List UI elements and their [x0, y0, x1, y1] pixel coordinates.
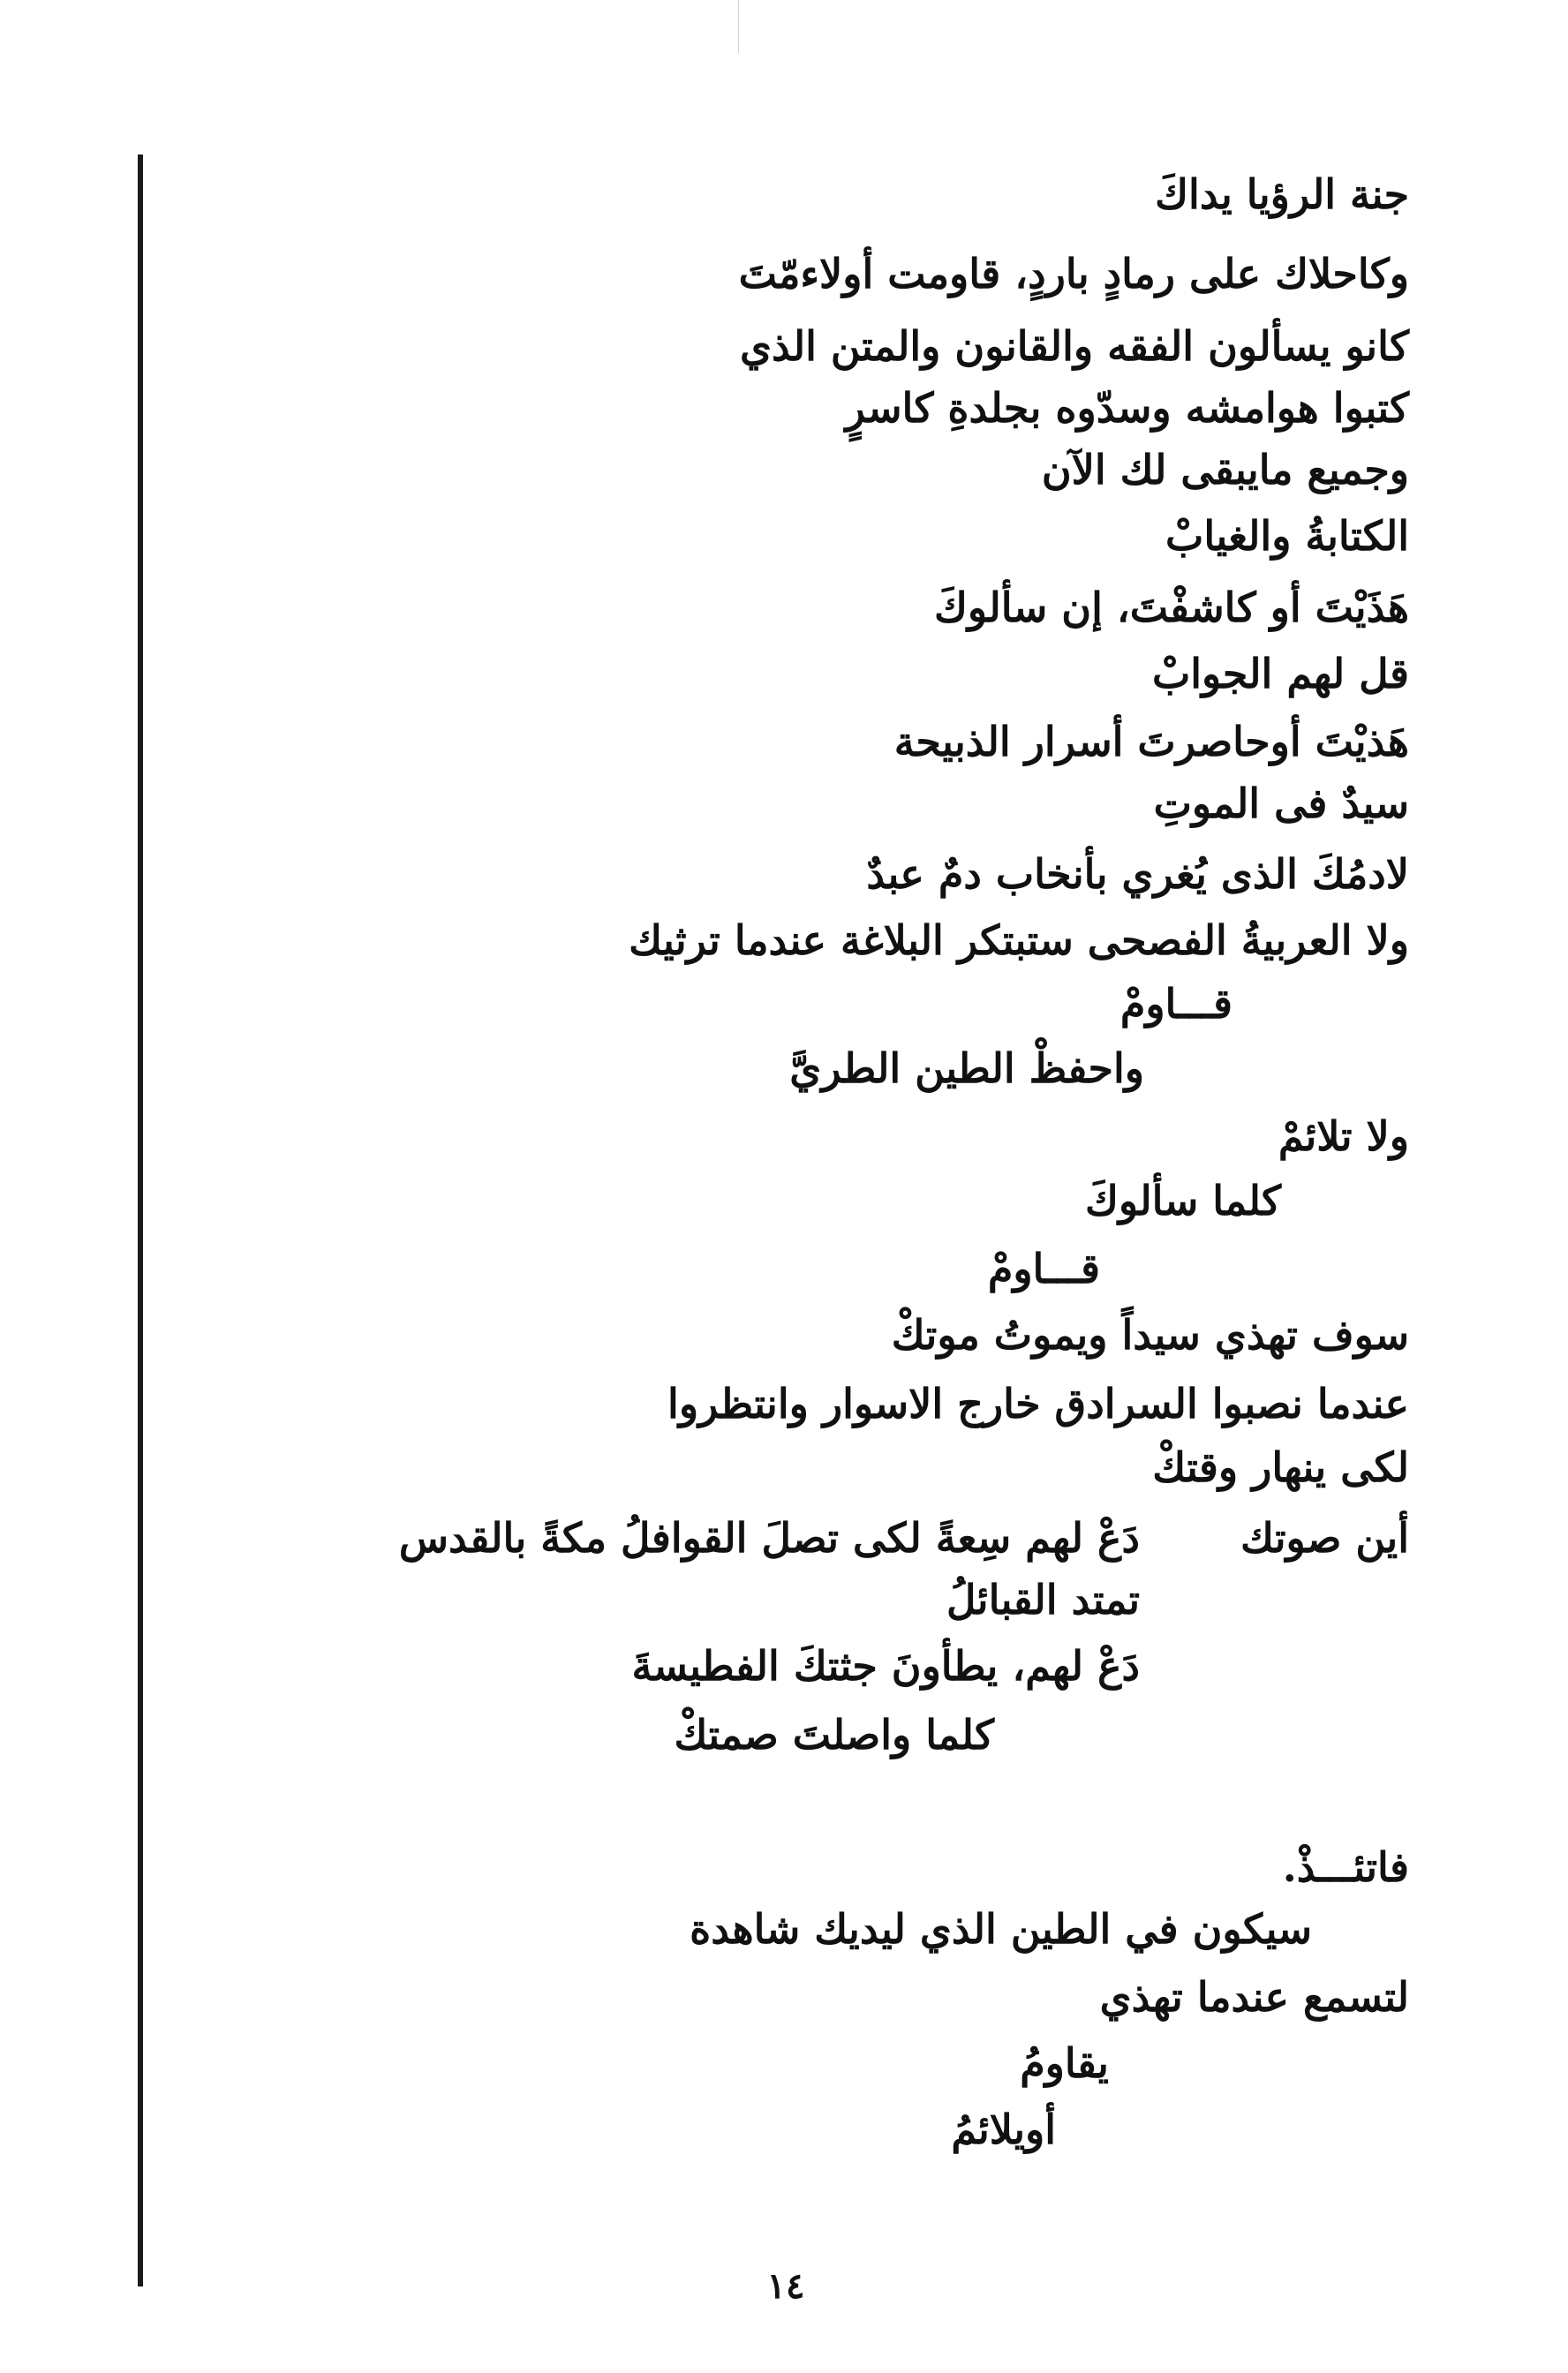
- poem-line: كلما واصلتَ صمتكْ: [674, 1711, 994, 1759]
- poem-line: عندما نصبوا السرادق خارج الاسوار وانتظروا: [667, 1380, 1409, 1428]
- poem-line: لادمُكَ الذى يُغري بأنخاب دمٌ عبدٌ: [866, 850, 1409, 898]
- poem-line: هَذَيْتَ أو كاشفْتَ، إن سألوكَ: [934, 584, 1409, 631]
- poem-line: سوف تهذي سيداً ويموتُ موتكْ: [891, 1311, 1409, 1359]
- margin-rule: [138, 154, 143, 2286]
- poem-line: دَعْ لهم سِعةً لكى تصلَ القوافلُ مكةً بالقدس: [398, 1514, 1140, 1562]
- poem-line: فاتئـــذْ.: [1282, 1843, 1409, 1891]
- poem-line: دَعْ لهم، يطأونَ جثتكَ الفطيسةَ: [631, 1642, 1140, 1690]
- poem-line: أويلائمُ: [951, 2106, 1056, 2153]
- poem-line: تمتد القبائلُ: [946, 1576, 1140, 1623]
- poem-line: وجميع مايبقى لك الآن: [1041, 446, 1409, 493]
- poem-line: ولا العربيةُ الفصحى ستبتكر البلاغة عندما ترثيك: [629, 916, 1409, 964]
- poem-line: قـــاومْ: [1119, 980, 1233, 1028]
- poem-line: وكاحلاك على رمادٍ باردٍ، قاومت أولاءمّتَ: [738, 250, 1409, 298]
- poem-line: جنة الرؤيا يداكَ: [1155, 170, 1409, 218]
- poem-line: كانو يسألون الفقه والقانون والمتن الذي: [739, 322, 1409, 370]
- poem-line: ولا تلائمْ: [1278, 1112, 1409, 1160]
- poem-line: سيدٌ فى الموتِ: [1153, 780, 1409, 827]
- fold-line: [738, 0, 739, 53]
- poem-line: أين صوتك: [1240, 1514, 1409, 1562]
- poem-line: قل لهم الجوابْ: [1151, 650, 1409, 697]
- poem-line: الكتابةُ والغيابْ: [1165, 512, 1409, 560]
- poem-line: قـــاومْ: [987, 1245, 1100, 1292]
- poem-line: يقاومُ: [1020, 2039, 1109, 2087]
- poem-line: لتسمع عندما تهذي: [1099, 1973, 1409, 2021]
- poem-line: لكى ينهار وقتكْ: [1152, 1443, 1409, 1491]
- poem-line: كلما سألوكَ: [1084, 1177, 1281, 1224]
- page-number: ١٤: [766, 2265, 805, 2307]
- poem-line: كتبوا هوامشه وسدّوه بجلدةِ كاسرٍ: [845, 384, 1409, 432]
- poem-line: سيكون في الطين الذي ليديك شاهدة: [690, 1905, 1312, 1953]
- poem-line: هَذيْتَ أوحاصرتَ أسرار الذبيحة: [893, 718, 1409, 765]
- poem-line: واحفظْ الطين الطريَّ: [789, 1044, 1144, 1092]
